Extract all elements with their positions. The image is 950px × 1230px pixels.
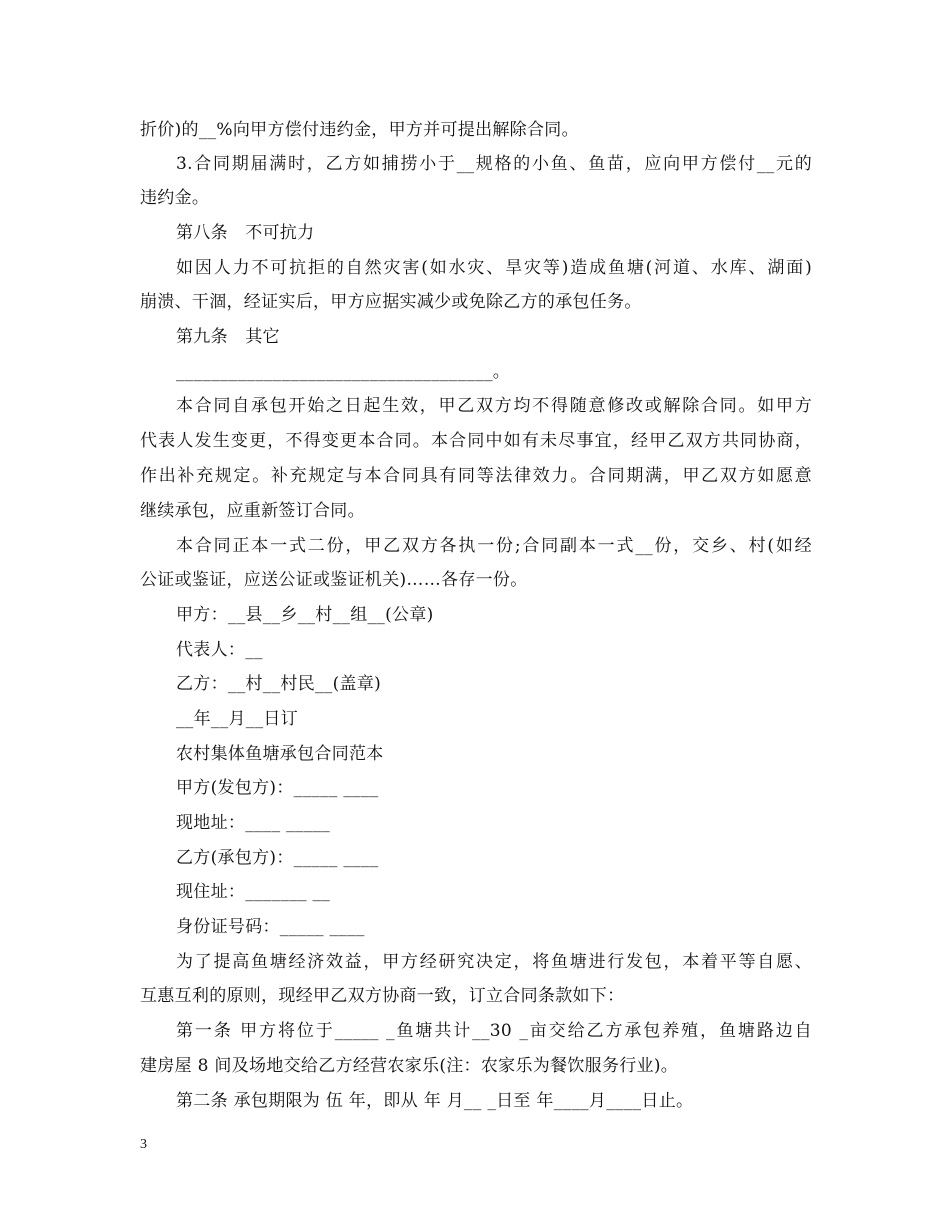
- text-line-content: 本合同正本一式二份，甲乙双方各执一份;合同副本一式__份，交乡、村(如经: [176, 536, 812, 556]
- text-line: 折价)的__%向甲方偿付违约金，甲方并可提出解除合同。: [140, 120, 579, 140]
- text-line-content: 第一条 甲方将位于_____ _鱼塘共计__30 _亩交给乙方承包养殖，鱼塘路边自: [176, 1021, 812, 1041]
- blank-line: ____________________________________。: [176, 362, 511, 382]
- text-line: 继续承包，应重新签订合同。: [140, 501, 365, 521]
- page-number: 3: [140, 1137, 147, 1152]
- text-line: 代表人发生变更，不得变更本合同。本合同中如有未尽事宜，经甲乙双方共同协商，: [140, 431, 812, 451]
- text-line: 代表人：__: [176, 640, 263, 660]
- text-line: 公证或鉴证，应送公证或鉴证机关)……各存一份。: [140, 570, 528, 590]
- text-line: __年__月__日订: [176, 709, 298, 729]
- text-line: 崩溃、干涸，经证实后，甲方应据实减少或免除乙方的承包任务。: [140, 292, 642, 312]
- text-line-content: 如因人力不可抗拒的自然灾害(如水灾、旱灾等)造成鱼塘(河道、水库、湖面): [176, 258, 812, 278]
- text-line: [140, 152, 812, 176]
- text-line: [140, 256, 812, 280]
- text-line: 第二条 承包期限为 伍 年，即从 年 月__ _日至 年____月____日止。: [176, 1091, 694, 1111]
- section-heading: 第九条 其它: [176, 327, 280, 347]
- text-line: 甲方(发包方)：_____ ____: [176, 778, 379, 798]
- text-line: 身份证号码：_____ ____: [176, 917, 365, 937]
- text-line: 互惠互利的原则，现经甲乙双方协商一致，订立合同条款如下：: [140, 986, 625, 1006]
- section-heading: 第八条 不可抗力: [176, 223, 315, 243]
- text-line-content: 本合同自承包开始之日起生效，甲乙双方均不得随意修改或解除合同。如甲方: [176, 396, 812, 416]
- text-line-content: 3.合同期届满时，乙方如捕捞小于__规格的小鱼、鱼苗，应向甲方偿付__元的: [176, 154, 812, 174]
- text-line: 违约金。: [140, 188, 210, 208]
- text-line: 甲方：__县__乡__村__组__(公章): [176, 605, 434, 625]
- text-line: 现地址：____ _____: [176, 813, 331, 833]
- text-line: 现住址：_______ __: [176, 882, 331, 902]
- document-title: 农村集体鱼塘承包合同范本: [176, 744, 384, 764]
- text-line: [140, 950, 812, 974]
- text-line: 建房屋 8 间及场地交给乙方经营农家乐(注：农家乐为餐饮服务行业)。: [140, 1056, 679, 1076]
- text-line: [140, 394, 812, 418]
- text-line: 乙方：__村__村民__(盖章): [176, 674, 382, 694]
- text-line: [140, 1019, 812, 1043]
- text-line: [140, 534, 812, 558]
- text-line-content: 为了提高鱼塘经济效益，甲方经研究决定，将鱼塘进行发包，本着平等自愿、: [176, 952, 812, 972]
- text-line: 乙方(承包方)：_____ ____: [176, 848, 379, 868]
- text-line: 作出补充规定。补充规定与本合同具有同等法律效力。合同期满，甲乙双方如愿意: [140, 466, 812, 486]
